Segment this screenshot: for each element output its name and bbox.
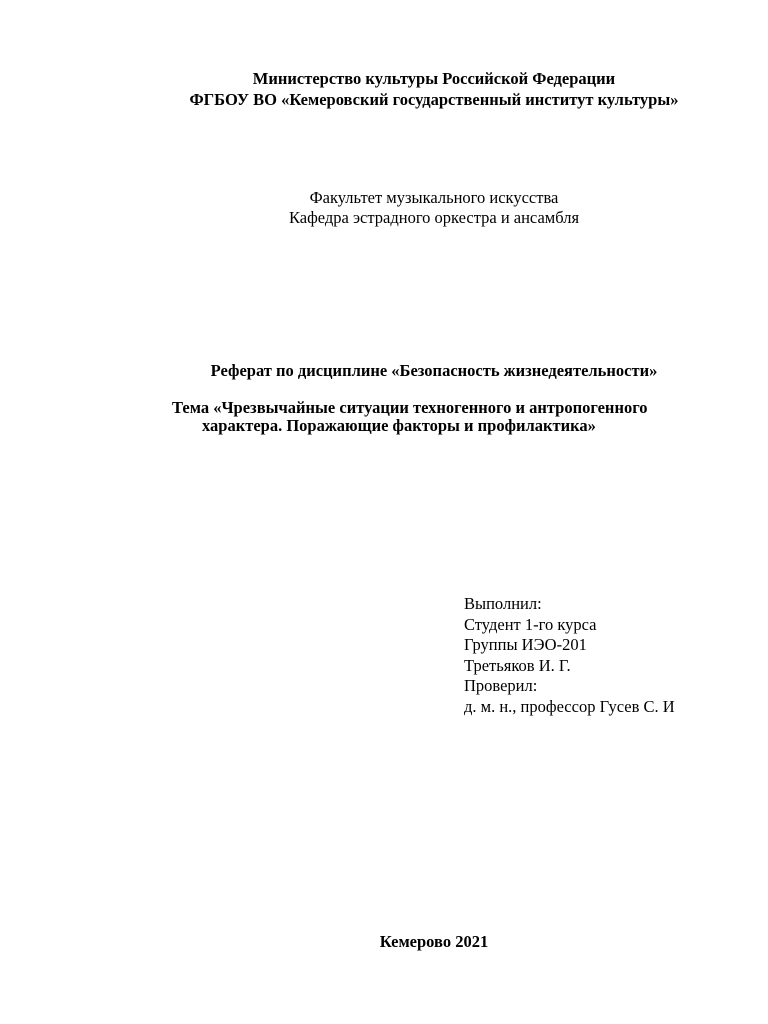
essay-discipline: Реферат по дисциплине «Безопасность жизнедеятельности» [210, 361, 658, 380]
checker-name: д. м. н., профессор Гусев С. И [464, 696, 675, 716]
signature-block [464, 594, 675, 717]
department-name: Кафедра эстрадного оркестра и ансамбля [288, 208, 580, 227]
performed-label: Выполнил: [464, 594, 542, 613]
essay-topic-line-2: характера. Поражающие факторы и профилактика» [202, 416, 596, 435]
ministry-title: Министерство культуры Российской Федерации [252, 69, 616, 88]
student-course: Студент 1-го курса [464, 614, 597, 634]
checked-label: Проверил: [464, 676, 538, 695]
faculty-name: Факультет музыкального искусства [309, 188, 559, 207]
student-group: Группы ИЭО-201 [464, 635, 587, 654]
institute-title: ФГБОУ ВО «Кемеровский государственный институт культуры» [189, 90, 679, 109]
student-name: Третьяков И. Г. [464, 655, 571, 675]
essay-topic-line-1: Тема «Чрезвычайные ситуации техногенного и антропогенного [172, 398, 648, 417]
city-year: Кемерово 2021 [379, 932, 489, 951]
